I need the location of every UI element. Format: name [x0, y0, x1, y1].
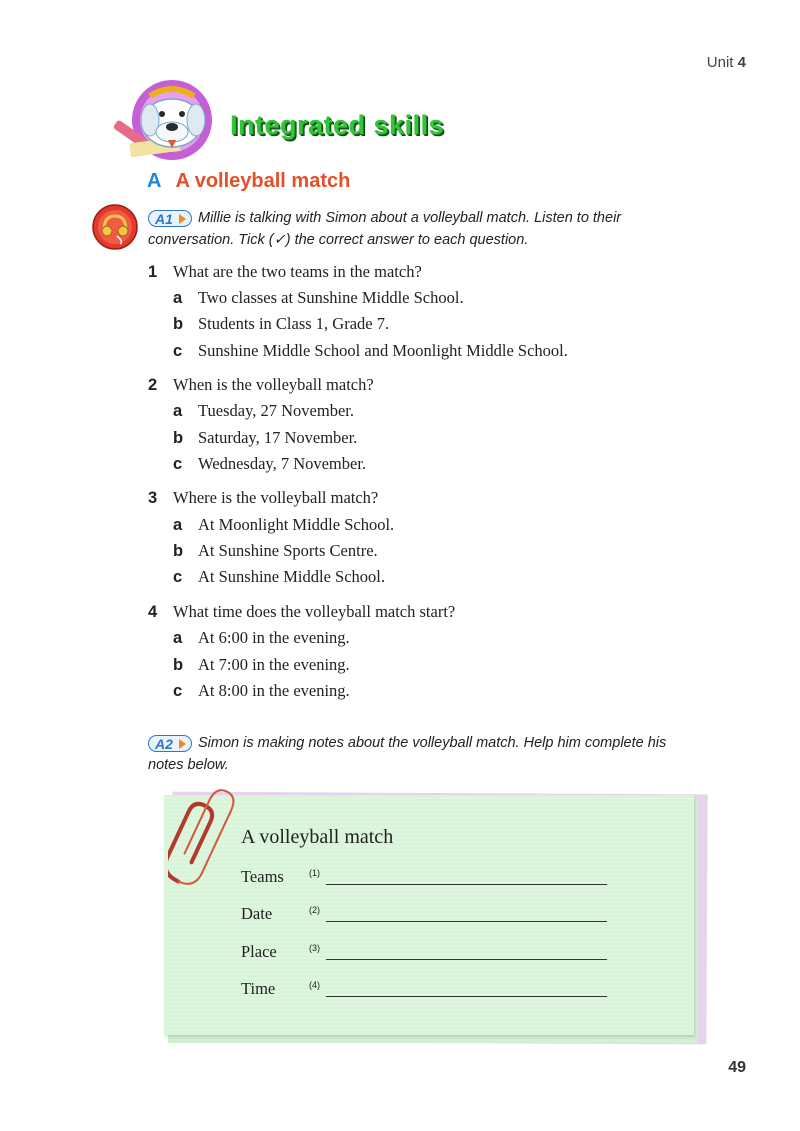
question-text: Where is the volleyball match? — [173, 488, 379, 507]
option-text: Students in Class 1, Grade 7. — [198, 314, 390, 333]
a2-tag-label: A2 — [155, 736, 173, 752]
notes-answer-line-3[interactable] — [326, 959, 607, 960]
option-4c[interactable] — [173, 681, 350, 701]
option-letter: c — [173, 568, 183, 586]
paperclip-icon — [168, 780, 238, 895]
option-1c[interactable] — [173, 341, 568, 361]
a2-instruction-line2: notes below. — [148, 757, 229, 773]
notes-number: (2) — [309, 905, 320, 915]
option-letter: a — [173, 402, 183, 420]
question-number: 2 — [148, 376, 158, 394]
option-text: At 8:00 in the evening. — [198, 681, 350, 700]
section-heading-text: A volleyball match — [175, 170, 351, 192]
question-4 — [148, 602, 455, 622]
option-letter: b — [173, 429, 184, 447]
notes-row-place — [241, 942, 320, 962]
question-2 — [148, 375, 374, 395]
question-text: What are the two teams in the match? — [173, 262, 422, 281]
option-2b[interactable] — [173, 428, 357, 448]
question-number: 4 — [148, 603, 158, 621]
option-letter: c — [173, 455, 183, 473]
question-number: 3 — [148, 489, 158, 507]
option-letter: c — [173, 342, 183, 360]
option-text: At Sunshine Middle School. — [198, 567, 386, 586]
notes-number: (1) — [309, 868, 320, 878]
option-2a[interactable] — [173, 401, 354, 421]
notes-answer-line-4[interactable] — [326, 996, 607, 997]
notes-row-date — [241, 904, 320, 924]
question-text: When is the volleyball match? — [173, 375, 374, 394]
a1-instruction — [148, 207, 728, 251]
a1-audio-tag[interactable] — [148, 210, 192, 227]
option-2c[interactable] — [173, 454, 366, 474]
option-letter: c — [173, 682, 183, 700]
question-3 — [148, 488, 378, 508]
option-text: Two classes at Sunshine Middle School. — [198, 288, 464, 307]
option-3b[interactable] — [173, 541, 378, 561]
a2-instruction — [148, 732, 728, 776]
option-text: At 6:00 in the evening. — [198, 628, 350, 647]
a1-instruction-line1: Millie is talking with Simon about a volleyball match. Listen to their — [198, 210, 622, 226]
headphones-icon — [92, 204, 138, 250]
option-3a[interactable] — [173, 515, 394, 535]
notes-number: (4) — [309, 980, 320, 990]
option-letter: a — [173, 289, 183, 307]
mascot-dog-icon — [110, 78, 230, 168]
a2-instruction-line1: Simon is making notes about the volleyball match. Help him complete his — [198, 735, 667, 751]
a2-audio-tag[interactable] — [148, 735, 192, 752]
option-text: Tuesday, 27 November. — [198, 401, 354, 420]
a1-tag-label: A1 — [155, 211, 173, 227]
play-icon — [179, 214, 186, 224]
option-text: Sunshine Middle School and Moonlight Middle School. — [198, 341, 568, 360]
notes-label: Time — [241, 979, 276, 998]
notes-row-time — [241, 979, 320, 999]
option-1a[interactable] — [173, 288, 464, 308]
notes-label: Place — [241, 942, 277, 961]
notes-number: (3) — [309, 943, 320, 953]
option-text: At Moonlight Middle School. — [198, 515, 395, 534]
question-1 — [148, 262, 422, 282]
option-3c[interactable] — [173, 567, 385, 587]
question-number: 1 — [148, 263, 158, 281]
notes-answer-line-1[interactable] — [326, 884, 607, 885]
unit-prefix: Unit — [706, 54, 734, 71]
notes-title: A volleyball match — [241, 826, 394, 848]
option-4a[interactable] — [173, 628, 350, 648]
page-title: Integrated skills — [230, 110, 445, 140]
option-text: Wednesday, 7 November. — [198, 454, 367, 473]
section-heading — [147, 170, 350, 193]
option-letter: a — [173, 516, 183, 534]
notes-answer-line-2[interactable] — [326, 921, 607, 922]
question-text: What time does the volleyball match start? — [173, 602, 456, 621]
notes-row-teams — [241, 867, 320, 887]
notes-label: Date — [241, 904, 273, 923]
unit-number: 4 — [737, 54, 746, 71]
option-text: At 7:00 in the evening. — [198, 655, 350, 674]
section-letter: A — [147, 170, 162, 192]
notes-label: Teams — [241, 867, 284, 886]
option-letter: a — [173, 629, 183, 647]
option-text: Saturday, 17 November. — [198, 428, 358, 447]
option-text: At Sunshine Sports Centre. — [198, 541, 378, 560]
option-letter: b — [173, 656, 184, 674]
a1-instruction-line2: conversation. Tick (✓) the correct answer to each question. — [148, 232, 529, 248]
option-4b[interactable] — [173, 655, 350, 675]
option-1b[interactable] — [173, 314, 389, 334]
unit-label — [707, 54, 746, 71]
option-letter: b — [173, 542, 184, 560]
page-number: 49 — [728, 1059, 746, 1076]
option-letter: b — [173, 315, 184, 333]
play-icon — [179, 739, 186, 749]
